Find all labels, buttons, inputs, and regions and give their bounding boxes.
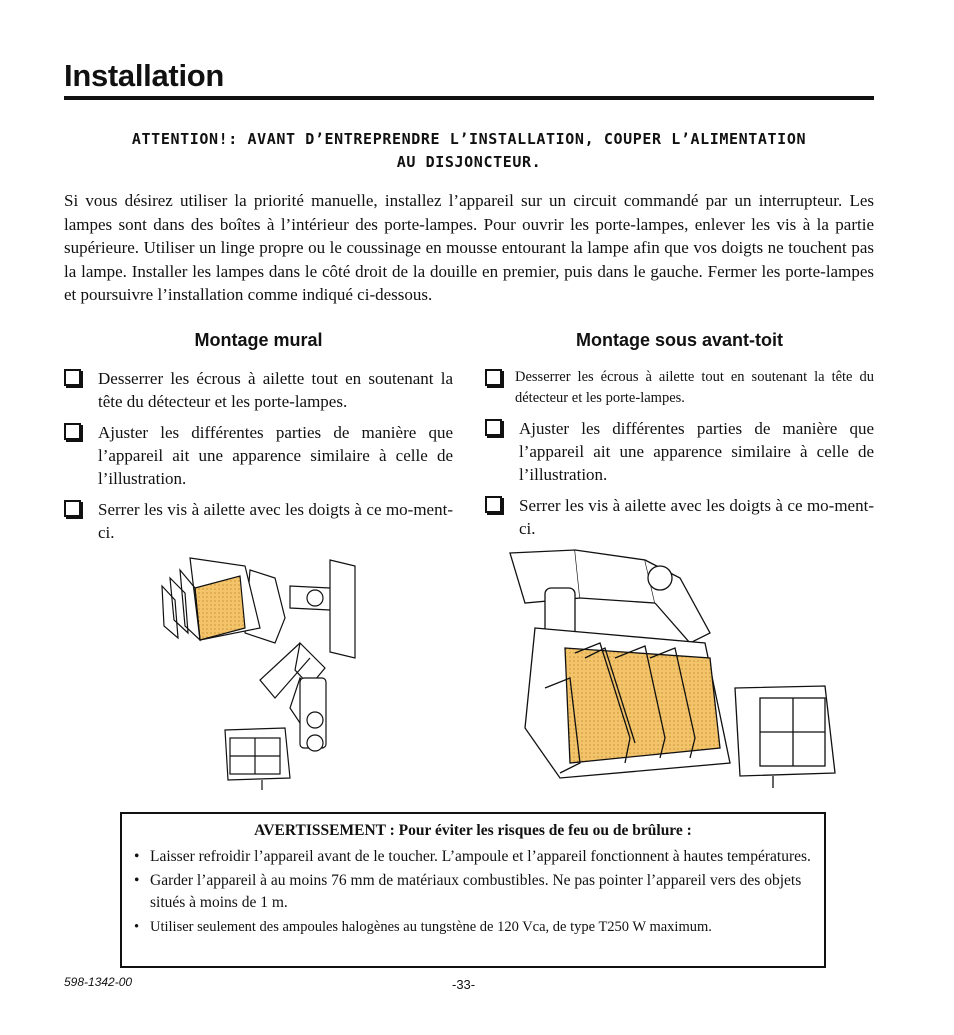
wall-step-1 [64, 367, 453, 413]
warning-bullet-2-text: Garder l’appareil à au moins 76 mm de matériaux combustibles. Ne pas pointer l’appareil vers des objets situés à moins de 1 m. [150, 872, 802, 911]
checkbox-icon [485, 496, 502, 513]
eave-step-1-text: Desserrer les écrous à ailette tout en soutenant la tête du détecteur et les porte-lampes. [515, 369, 874, 406]
eave-step-3 [485, 494, 874, 540]
warning-bullet-1 [134, 846, 812, 868]
checkbox-icon [64, 423, 81, 440]
wall-step-2 [64, 421, 453, 490]
wall-mount-heading: Montage mural [194, 330, 323, 350]
checkbox-icon [64, 369, 81, 386]
eave-mount-section [485, 330, 874, 548]
page-number: -33- [452, 977, 476, 992]
eave-mount-heading: Montage sous avant-toit [575, 330, 783, 350]
warning-bullet-3-text: Utiliser seulement des ampoules halogènes au tungstène de 120 Vca, de type T250 W maximum. [150, 919, 712, 935]
warning-bullet-1-text: Laisser refroidir l’appareil avant de le toucher. L’ampoule et l’appareil fonctionnent à hautes températures. [150, 848, 811, 865]
attention-line-2: AU DISJONCTEUR. [396, 153, 542, 171]
bullet-icon: • [134, 848, 140, 865]
eave-step-2 [485, 417, 874, 486]
intro-paragraph: Si vous désirez utiliser la priorité manuelle, installez l’appareil sur un circuit commandé par un interrupteur. Les lampes sont dans des boîtes à l’intérieur des porte-lampes. Pour ouvrir les porte-lampes, enlever les vis à la partie supérieure. Utiliser un linge propre ou le coussinage en mousse entourant la lampe afin que vos doigts ne touchent pas la lampe. Installer les lampes dans le côté droit de la douille en premier, puis dans le gauche. Fermer les porte-lampes et poursuivre l’installation comme indiqué ci-dessous. [64, 191, 874, 304]
attention-line-1: ATTENTION!: AVANT D’ENTREPRENDRE L’INSTALLATION, COUPER L’ALIMENTATION [131, 130, 807, 148]
eave-step-3-text: Serrer les vis à ailette avec les doigts à ce mo-ment-ci. [519, 496, 874, 538]
warning-bullet-3 [134, 916, 812, 938]
wall-mount-illustration [150, 548, 360, 793]
wall-step-3 [64, 498, 453, 544]
bullet-icon: • [134, 872, 140, 889]
warning-title: AVERTISSEMENT : Pour éviter les risques de feu ou de brûlure : [254, 822, 692, 839]
checkbox-icon [64, 500, 81, 517]
attention-notice [64, 128, 874, 174]
eave-step-1 [485, 367, 874, 409]
page-title: Installation [64, 58, 225, 93]
document-code: 598-1342-00 [64, 975, 133, 989]
title-rule [64, 96, 874, 100]
wall-step-1-text: Desserrer les écrous à ailette tout en soutenant la tête du détecteur et les porte-lampes. [98, 369, 453, 411]
checkbox-icon [485, 369, 502, 386]
bullet-icon: • [134, 919, 140, 935]
warning-box [120, 812, 826, 968]
wall-mount-section [64, 330, 453, 552]
eave-step-2-text: Ajuster les différentes parties de manière que l’appareil ait une apparence similaire à celle de l’illustration. [519, 419, 874, 484]
wall-step-3-text: Serrer les vis à ailette avec les doigts à ce mo-ment-ci. [98, 500, 453, 542]
checkbox-icon [485, 419, 502, 436]
eave-mount-illustration [505, 548, 840, 793]
warning-bullet-2 [134, 870, 812, 914]
wall-step-2-text: Ajuster les différentes parties de manière que l’appareil ait une apparence similaire à celle de l’illustration. [98, 423, 453, 488]
